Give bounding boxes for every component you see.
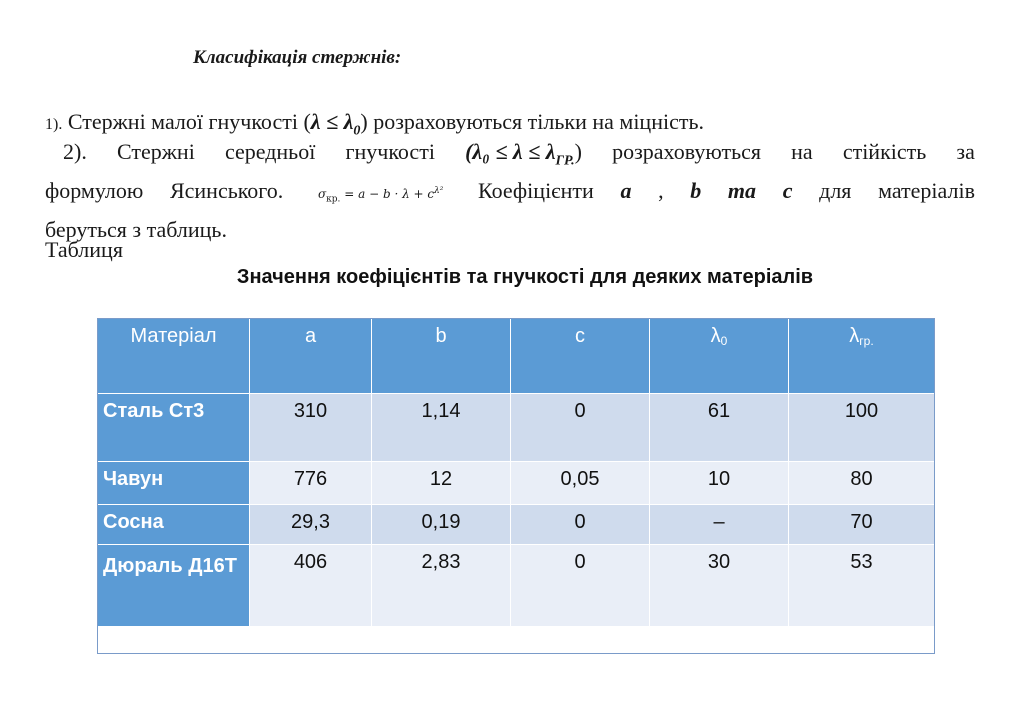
p2-word: за xyxy=(956,139,975,164)
header-text: λ xyxy=(710,325,721,347)
formula-lhs-sub: кр. xyxy=(326,194,341,205)
cell-c: 0 xyxy=(511,394,650,462)
coef-b: b xyxy=(690,178,702,204)
paragraph-medium-flexibility xyxy=(45,137,975,245)
header-text: a xyxy=(304,325,317,347)
coef-c: c xyxy=(782,178,793,204)
p2-word: Коефіцієнти xyxy=(478,178,594,204)
p2-comma: , xyxy=(658,178,664,204)
cell-b: 2,83 xyxy=(372,545,511,627)
row-material: Сосна xyxy=(98,505,250,545)
table-row xyxy=(98,545,935,627)
p2-word: гнучкості xyxy=(345,139,435,164)
header-sub: гр. xyxy=(859,334,874,348)
row-material: Дюраль Д16Т xyxy=(98,545,250,627)
p2-word: Ясинського. xyxy=(169,178,284,204)
cell-b: 12 xyxy=(372,462,511,505)
header-text: c xyxy=(575,325,585,347)
word-ta: та xyxy=(727,178,757,204)
materials-table xyxy=(97,318,935,627)
p2-line-3-text: беруться з таблиць. xyxy=(45,216,227,242)
p2-line-1 xyxy=(45,137,975,176)
cell-lambda-gr: 70 xyxy=(789,505,935,545)
cell-lambda0: 30 xyxy=(650,545,789,627)
coef-a: a xyxy=(620,178,632,204)
p2-word: середньої xyxy=(224,139,316,164)
header-lambda-gr xyxy=(789,319,935,394)
header-c xyxy=(511,319,650,394)
cell-lambda0: – xyxy=(650,505,789,545)
p2-condition-close: ) xyxy=(574,139,582,164)
p1-condition-sub: 0 xyxy=(353,123,361,139)
p2-condition xyxy=(465,137,582,176)
header-sub: 0 xyxy=(720,334,728,348)
p1-condition: λ ≤ λ xyxy=(310,109,354,134)
header-lambda0 xyxy=(650,319,789,394)
p2-line-3 xyxy=(45,215,975,245)
cell-lambda-gr: 80 xyxy=(789,462,935,505)
cell-lambda0: 61 xyxy=(650,394,789,462)
cell-a: 406 xyxy=(250,545,372,627)
p2-condition-sub: ГР. xyxy=(555,153,575,169)
p2-word: для xyxy=(819,178,852,204)
p2-line-2 xyxy=(45,176,975,214)
cell-a: 776 xyxy=(250,462,372,505)
p2-word: формулою xyxy=(45,178,144,204)
header-material xyxy=(98,319,250,394)
header-text: b xyxy=(435,325,447,347)
p2-word: на xyxy=(791,139,813,164)
formula-rhs-sup: λ² xyxy=(434,186,444,197)
formula-rhs: = a − b · λ + c xyxy=(344,187,435,202)
slide-title: Класифікація стержнів: xyxy=(193,47,402,68)
p2-word: матеріалів xyxy=(878,178,975,204)
header-b xyxy=(372,319,511,394)
cell-lambda0: 10 xyxy=(650,462,789,505)
row-material: Чавун xyxy=(98,462,250,505)
cell-b: 1,14 xyxy=(372,394,511,462)
header-a xyxy=(250,319,372,394)
p2-condition-text: (λ₀ ≤ λ ≤ λ xyxy=(465,139,556,164)
cell-c: 0 xyxy=(511,505,650,545)
table-row xyxy=(98,462,935,505)
cell-a: 29,3 xyxy=(250,505,372,545)
row-material: Сталь Ст3 xyxy=(98,394,250,462)
cell-b: 0,19 xyxy=(372,505,511,545)
formula-lhs: σ xyxy=(317,187,327,202)
table-header-row xyxy=(98,319,935,394)
cell-a: 310 xyxy=(250,394,372,462)
p1-text-post: ) розраховуються тільки на міцність. xyxy=(360,109,705,134)
item-number-2: 2). xyxy=(63,139,87,164)
item-number-1: 1). xyxy=(45,116,63,133)
table-row xyxy=(98,394,935,462)
header-text: Матеріал xyxy=(130,325,217,347)
yasinsky-formula xyxy=(318,176,443,214)
cell-lambda-gr: 100 xyxy=(789,394,935,462)
p2-word: стійкість xyxy=(842,139,927,164)
header-text: λ xyxy=(849,325,860,347)
table-row xyxy=(98,505,935,545)
cell-c: 0,05 xyxy=(511,462,650,505)
cell-c: 0 xyxy=(511,545,650,627)
table-caption: Значення коефіцієнтів та гнучкості для деяких матеріалів xyxy=(236,266,814,288)
p2-word: Стержні xyxy=(116,139,195,164)
p2-word: розраховуються xyxy=(612,139,762,164)
p1-text-pre: Стержні малої гнучкості ( xyxy=(67,109,311,134)
cell-lambda-gr: 53 xyxy=(789,545,935,627)
table-label: Таблиця xyxy=(45,237,123,262)
